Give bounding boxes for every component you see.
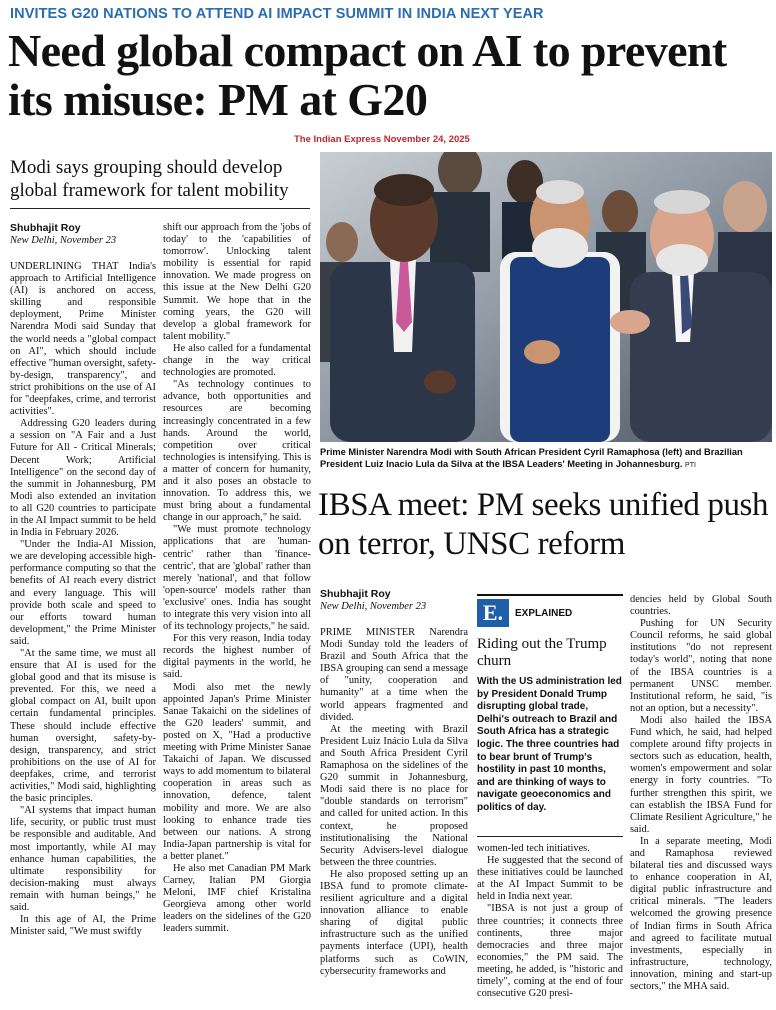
- story1-place-date: New Delhi, November 23: [10, 235, 117, 246]
- paragraph: Addressing G20 leaders during a session on "A Fair and a Just Future for All - Critical Minerals; Decent Work; Artificial Intelligence" on the second day of the summit in Johannesburg, PM Modi also extended an invitation to all G20 countries to participate in the AI Impact summit to be held in India in February 2026.: [10, 418, 156, 539]
- leaders-photo: [320, 152, 772, 442]
- paragraph: In this age of AI, the Prime Minister said, "We must swiftly: [10, 914, 156, 938]
- deck: Modi says grouping should develop global framework for talent mobility: [10, 157, 289, 201]
- story1-column-1: [10, 261, 156, 1007]
- paragraph: "AI systems that impact human life, security, or public trust must be responsible and auditable. And most importantly, while AI may enhance human capabilities, the ultimate responsibility for decision-making must always remain with human beings," he said.: [10, 805, 156, 913]
- paragraph: shift our approach from the 'jobs of today' to the 'capabilities of tomorrow'. Unlocking talent mobility is essential for rapid innovation. We made progress on this issue at the New Delhi G20 Summit. We hope that in the coming years, the G20 will develop a global framework for talent mobility.": [163, 222, 311, 342]
- paragraph: Pushing for UN Security Council reforms, he said global institutions "do not represent today's world", noting that none of the IBSA countries is a permanent UNSC member. Institutional reform, he said, "is not an option, but a necessity".: [630, 618, 772, 714]
- paragraph: women-led tech initiatives.: [477, 843, 590, 854]
- paragraph: He also called for a fundamental change in the way critical technologies are promoted.: [163, 342, 311, 379]
- story2-column-2: [477, 843, 623, 1007]
- explained-rule: [477, 836, 623, 837]
- explained-title: Riding out the Trump churn: [477, 636, 607, 669]
- paragraph: He suggested that the second of these initiatives could be launched at the AI Impact Summit to be held in India next year.: [477, 855, 623, 903]
- paragraph: Modi also hailed the IBSA Fund which, he said, had helped complete around fifty projects in sectors such as education, health, women's empowerment and solar energy in forty countries. "To further strengthen this spirit, we can establish the IBSA Fund for Climate Resilient Agriculture," he said.: [630, 714, 772, 835]
- explained-box: [477, 594, 623, 841]
- kicker: INVITES G20 NATIONS TO ATTEND AI IMPACT SUMMIT IN INDIA NEXT YEAR: [10, 6, 544, 22]
- story2-place-date: New Delhi, November 23: [320, 601, 427, 612]
- photo-credit: PTI: [685, 461, 696, 469]
- photo-caption: [320, 447, 772, 471]
- paragraph: PRIME MINISTER Narendra Modi Sunday told the leaders of Brazil and South Africa that the IBSA grouping can send a message of "unity, cooperation and humanity" at a time when the world appears fragmented and divided.: [320, 627, 468, 723]
- deck-rule: [10, 208, 310, 209]
- story2-author: Shubhajit Roy: [320, 588, 391, 600]
- explained-label: EXPLAINED: [515, 608, 573, 619]
- story2-column-3: [630, 594, 772, 1007]
- paragraph: In a separate meeting, Modi and Ramaphosa reviewed bilateral ties and discussed ways to enhance cooperation in AI, digital public infrastructure and critical minerals. "The leaders welcomed the growing presence of Indian firms in South Africa and agreed to facilitate mutual investments, especially in infrastructure, technology, innovation, mining and start-up sectors," the MHA said.: [630, 835, 772, 992]
- headline: Need global compact on AI to prevent its misuse: PM at G20: [8, 25, 727, 125]
- explained-body: With the US administration led by President Donald Trump disrupting global trade, Delhi's outreach to Brazil and South Africa has a strategic logic. The three countries had to bear brunt of Trump's hostility in past 10 months, and are thinking of ways to navigate geoeconomics and politics of day.: [477, 676, 622, 813]
- source-dateline: The Indian Express November 24, 2025: [294, 134, 470, 145]
- paragraph: Modi also met the newly appointed Japan's Prime Minister Sanae Takaichi on the sidelines of the G20 leaders' summit, and posted on X, "Had a productive meeting with Prime Minister Sanae Takaichi of Japan. We discussed ways to add momentum to bilateral cooperation in areas such as innovation, defence, talent mobility and more. We are also looking to enhance trade ties between our nations. A strong India-Japan partnership is vital for a better planet.": [163, 681, 311, 862]
- paragraph: He also met Canadian PM Mark Carney, Italian PM Giorgia Meloni, IMF chief Kristalina Georgieva among other world leaders on the sidelines of the G20 leaders summit.: [163, 862, 311, 935]
- explained-badge: E.: [477, 599, 509, 627]
- photo-illustration: [320, 152, 772, 442]
- story2-column-1: [320, 627, 468, 1007]
- paragraph: He also proposed setting up an IBSA fund to promote climate-resilient agriculture and a digital innovation alliance to enable sharing of digital public infrastructure such as the unified payments interface (UPI), health platforms such as CoWIN, cybersecurity frameworks and: [320, 868, 468, 977]
- paragraph: "At the same time, we must all ensure that AI is used for the global good and that its misuse is prevented. For this, we need a global compact on AI, built upon certain fundamental principles. These should include effective human oversight, safety-by-design, transparency, and strict prohibitions on the use of AI for deepfakes, crime, and terrorist activities," Modi said, highlighting the basic principles.: [10, 648, 156, 805]
- paragraph: dencies held by Global South countries.: [630, 594, 772, 618]
- story1-author: Shubhajit Roy: [10, 222, 81, 234]
- paragraph: UNDERLINING THAT India's approach to Artificial Intelligence (AI) is anchored on access, skilling and responsible deployment, Prime Minister Narendra Modi said Sunday that the world needs a "global compact on AI", which should include effective "human oversight, safety-by-design, transparency", and strict prohibitions on the use of AI for "deepfakes, crime, and terrorist activities".: [10, 261, 156, 418]
- story1-column-2: [163, 222, 311, 1007]
- caption-text: Prime Minister Narendra Modi with South African President Cyril Ramaphosa (left) and Brazilian President Luiz Inacio Lula da Silva at the IBSA Leaders' Meeting in Johannesburg.: [320, 447, 743, 469]
- paragraph: "IBSA is not just a group of three countries; it connects three continents, three major democracies and three major economies," the PM said. The meeting, he added, is "historic and timely", coming at the end of four consecutive G20 presi-: [477, 903, 623, 1000]
- paragraph: "As technology continues to advance, both opportunities and resources are becoming increasingly concentrated in a few hands. Around the world, competition over critical technologies is intensifying. This is a matter of concern for humanity, and it also poses an obstacle to innovation. To address this, we must bring about a fundamental change in our approach," he said.: [163, 379, 311, 524]
- story2-headline: IBSA meet: PM seeks unified push on terror, UNSC reform: [318, 487, 769, 562]
- paragraph: "Under the India-AI Mission, we are developing accessible high-performance computing so that the benefits of AI reach every district and every language. This will provide both scale and speed to our efforts toward human development," the Prime Minister said.: [10, 539, 156, 647]
- paragraph: For this very reason, India today records the highest number of digital payments in the world, he said.: [163, 633, 311, 681]
- paragraph: "We must promote technology applications that are 'human-centric' rather than 'finance-centric', that are 'global' rather than merely 'national', and that follow 'open-source' models rather than 'exclusive' ones. India has sought to integrate this very vision into all of its technology projects," he said.: [163, 524, 311, 633]
- paragraph: At the meeting with Brazil President Luiz Inácio Lula da Silva and South Africa President Cyril Ramaphosa on the sidelines of the G20 summit in Johannesburg, Modi said there is no place for "double standards on terrorism" and called for united action. In this context, he proposed institutionalising the National Security Advisers-level dialogue between the three countries.: [320, 723, 468, 868]
